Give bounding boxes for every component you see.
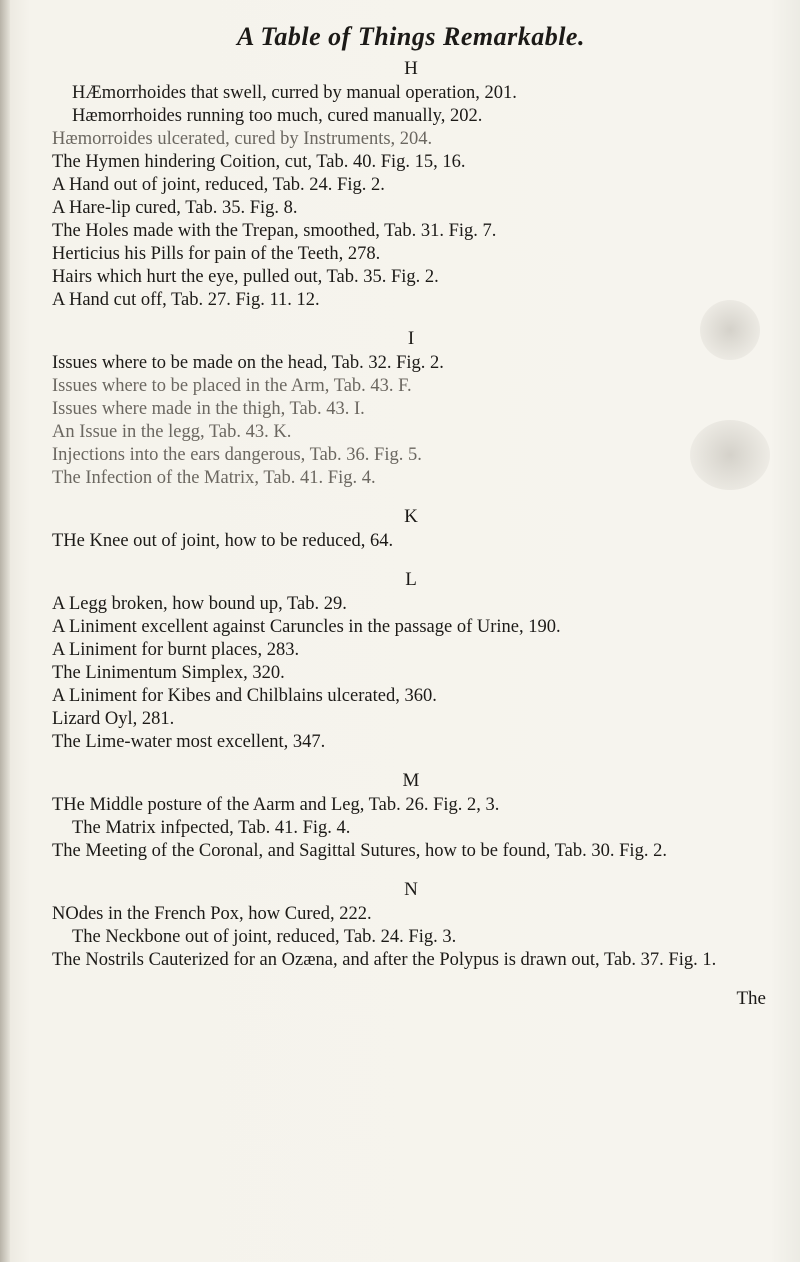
index-entry: A Legg broken, how bound up, Tab. 29. [52,594,347,614]
index-entry: The Holes made with the Trepan, smoothed, Tab. 31. Fig. 7. [52,221,497,241]
index-entry: The Nostrils Cauterized for an Ozæna, and after the Polypus is drawn out, Tab. 37. Fig. 1. [52,950,717,970]
index-entry: THe Middle posture of the Aarm and Leg, Tab. 26. Fig. 2, 3. [52,795,500,815]
index-entry: The Neckbone out of joint, reduced, Tab. 24. Fig. 3. [72,927,457,947]
index-entry: Issues where made in the thigh, Tab. 43. I. [52,399,365,419]
section-letter-n: N [404,879,418,900]
index-entry: A Hand cut off, Tab. 27. Fig. 11. 12. [52,290,320,310]
index-entry: The Linimentum Simplex, 320. [52,663,285,683]
section-letter-i: I [407,328,415,349]
index-entry: Injections into the ears dangerous, Tab. 36. Fig. 5. [52,445,422,465]
section-n-entries [52,903,770,972]
section-m-entries [52,794,770,863]
index-entry: The Meeting of the Coronal, and Sagittal Sutures, how to be found, Tab. 30. Fig. 2. [52,841,667,861]
catchword: The [736,988,766,1009]
index-entry: A Hand out of joint, reduced, Tab. 24. Fig. 2. [52,175,385,195]
section-i-entries [52,352,770,490]
index-page [52,22,770,1010]
section-letter-l: L [405,569,417,590]
index-entry: A Liniment excellent against Caruncles in the passage of Urine, 190. [52,617,561,637]
index-entry: NOdes in the French Pox, how Cured, 222. [52,904,372,924]
index-entry: An Issue in the legg, Tab. 43. K. [52,422,292,442]
section-letter-k: K [404,506,418,527]
index-entry: THe Knee out of joint, how to be reduced, 64. [52,531,394,551]
index-entry: HÆmorrhoides that swell, curred by manual operation, 201. [72,83,517,103]
index-entry: Lizard Oyl, 281. [52,709,175,729]
index-entry: The Hymen hindering Coition, cut, Tab. 40. Fig. 15, 16. [52,152,466,172]
index-entry: Issues where to be made on the head, Tab. 32. Fig. 2. [52,353,444,373]
index-entry: The Infection of the Matrix, Tab. 41. Fig. 4. [52,468,376,488]
page-title: A Table of Things Remarkable. [237,22,585,51]
index-entry: Hæmorrhoides running too much, cured manually, 202. [72,106,483,126]
index-entry: Issues where to be placed in the Arm, Tab. 43. F. [52,376,412,396]
index-entry: A Liniment for burnt places, 283. [52,640,300,660]
index-entry: Herticius his Pills for pain of the Teeth, 278. [52,244,381,264]
index-entry: Hæmorroides ulcerated, cured by Instruments, 204. [52,129,433,149]
index-entry: A Hare-lip cured, Tab. 35. Fig. 8. [52,198,298,218]
section-h-entries [52,82,770,312]
section-letter-m: M [402,770,420,791]
index-entry: The Lime-water most excellent, 347. [52,732,326,752]
section-letter-h: H [404,58,418,79]
index-entry: A Liniment for Kibes and Chilblains ulcerated, 360. [52,686,437,706]
section-k-entries [52,530,770,553]
index-entry: Hairs which hurt the eye, pulled out, Tab. 35. Fig. 2. [52,267,439,287]
index-entry: The Matrix infpected, Tab. 41. Fig. 4. [72,818,351,838]
book-spine-shadow [0,0,10,1262]
section-l-entries [52,593,770,754]
